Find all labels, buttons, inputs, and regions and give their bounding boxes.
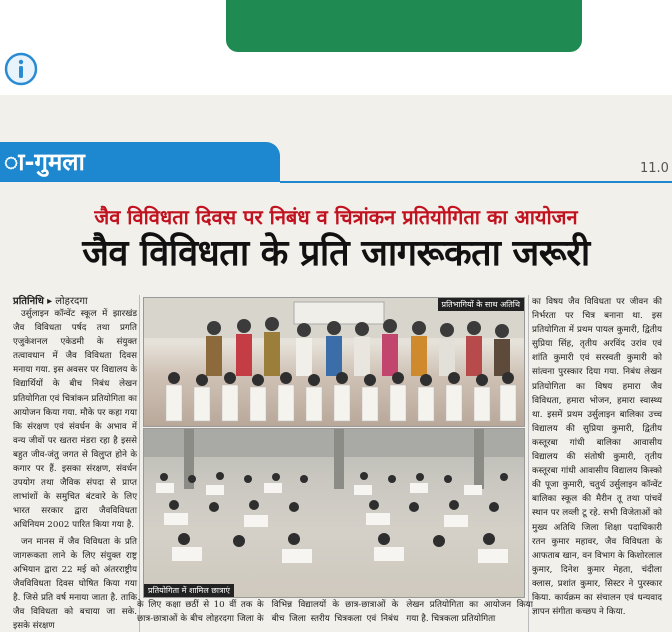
students-competition-photo — [143, 428, 525, 598]
edition-date: 11.0 — [640, 161, 669, 176]
column-divider — [528, 295, 529, 632]
info-icon[interactable] — [4, 52, 38, 86]
byline-place: लोहरदगा — [55, 296, 88, 307]
newspaper-clipping — [0, 95, 672, 632]
guests-group-photo — [143, 297, 525, 427]
left-paragraph-2: जन मानस में जैव विविधता के प्रति जागरूकता लाने के लिए संयुक्त राष्ट्र अभियान द्वारा 22 मई को अंतरराष्ट्रीय जैवविविधता दिवस घोषित किया गया है. जिसे प्रति वर्ष मनाया जाता है. ताकि जैव विविधता को बचाया जा सके. इसके संरक्षण — [13, 536, 137, 632]
article-right-column: का विषय जैव विविधता पर जीवन की निर्भरता पर चित्र बनाना था. इस प्रतियोगिता में प्रथम पायल कुमारी, द्वितीय सुप्रिया सिंह, तृतीय अरविंद उरांव एवं शांति कुमारी एवं सरस्वती कुमारी को सांत्वना पुरस्कार दिया गया. निबंध लेखन प्रतियोगिता का विषय हमारा जैव विविधता, हमारा भोजन, हमारा स्वास्थ्य था. इसमें प्रथम उर्सुलाइन बालिका उच्च विद्यालय की सुप्रिया कुमारी, द्वितीय कस्तूरबा गांधी बालिका आवासीय विद्यालय की संतोषी कुमारी, तृतीय कस्तूरबा गांधी आवासीय विद्यालय किस्को की पूजा कुमारी, चतुर्थ उर्सुलाइन कॉन्वेंट बालिका स्कूल की मैरीन तू तथा पांचवें स्थान पर लव्ली टू रहे. सभी विजेताओं को मुख्य अतिथि जिला शिक्षा पदाधिकारी रतन कुमार महावर, जैव विविधता के आफताब खान, वन विभाग के किशोरलाल कुमार, दिनेश कुमार मेहता, चंदीला क्लास, प्रशांत कुमार, सिस्टर ने पुरस्कार किया. कार्यक्रम का संचालन एवं धन्यवाद ज्ञापन संगीता कच्छप ने किया. — [532, 297, 662, 618]
section-tab: ा-गुमला — [0, 142, 280, 182]
byline — [13, 293, 88, 307]
article-bottom-text: के लिए कक्षा छठीं से 10 वीं तक के छात्र-छात्राओं के बीच लोहरदगा जिला के विभिन्न विद्यालयों के छात्र-छात्राओं के बीच जिला स्तरीय चित्रकला एवं निबंध लेखन प्रतियोगिता का आयोजन किया गया है. चित्रकला प्रतियोगिता — [137, 600, 533, 625]
top-bar — [0, 0, 672, 95]
photo1-caption: प्रतिभागियों के साथ अतिथि — [438, 298, 524, 311]
hall-photo-illustration — [144, 429, 524, 597]
article-left-column — [13, 307, 137, 632]
photo2-caption: प्रतियोगिता में शामिल छात्राएं — [144, 584, 234, 597]
section-rule — [280, 181, 672, 183]
group-photo-illustration — [144, 298, 524, 426]
byline-label: प्रतिनिधि — [13, 296, 44, 307]
green-action-button[interactable] — [226, 0, 582, 52]
subheadline: जैव विविधता दिवस पर निबंध व चित्रांकन प्रतियोगिता का आयोजन — [94, 205, 578, 229]
left-paragraph-1: उर्सुलाइन कॉन्वेंट स्कूल में झारखंड जैव विविधता पर्षद तथा प्रगति एजुकेशनल एकेडमी के संयुक्त तत्वावधान में जैव विविधता दिवस मनाया गया. इस अवसर पर विद्यालय के विद्यार्थियों के बीच निबंध लेखन प्रतियोगिता एवं चित्रांकन प्रतियोगिता का आयोजन किया गया. मौके पर कहा गया कि संरक्षण एवं संवर्धन के अभाव में वन्य जीवों पर खतरा मंडरा रहा है इससे बहुत जीव-जंतु जगत से विलुप्त होने के कगार पर हैं. इसका संरक्षण, संवर्धन उपयोग तथा जैविक संपदा से प्राप्त लाभांशों के समुचित बंटवारे के लिए भारत सरकार द्वारा जैवविविधता अधिनियम 2002 पारित किया गया है. — [13, 309, 137, 531]
byline-separator: ▸ — [47, 296, 56, 307]
headline: जैव विविधता के प्रति जागरूकता जरूरी — [82, 233, 590, 274]
column-divider — [139, 295, 140, 632]
